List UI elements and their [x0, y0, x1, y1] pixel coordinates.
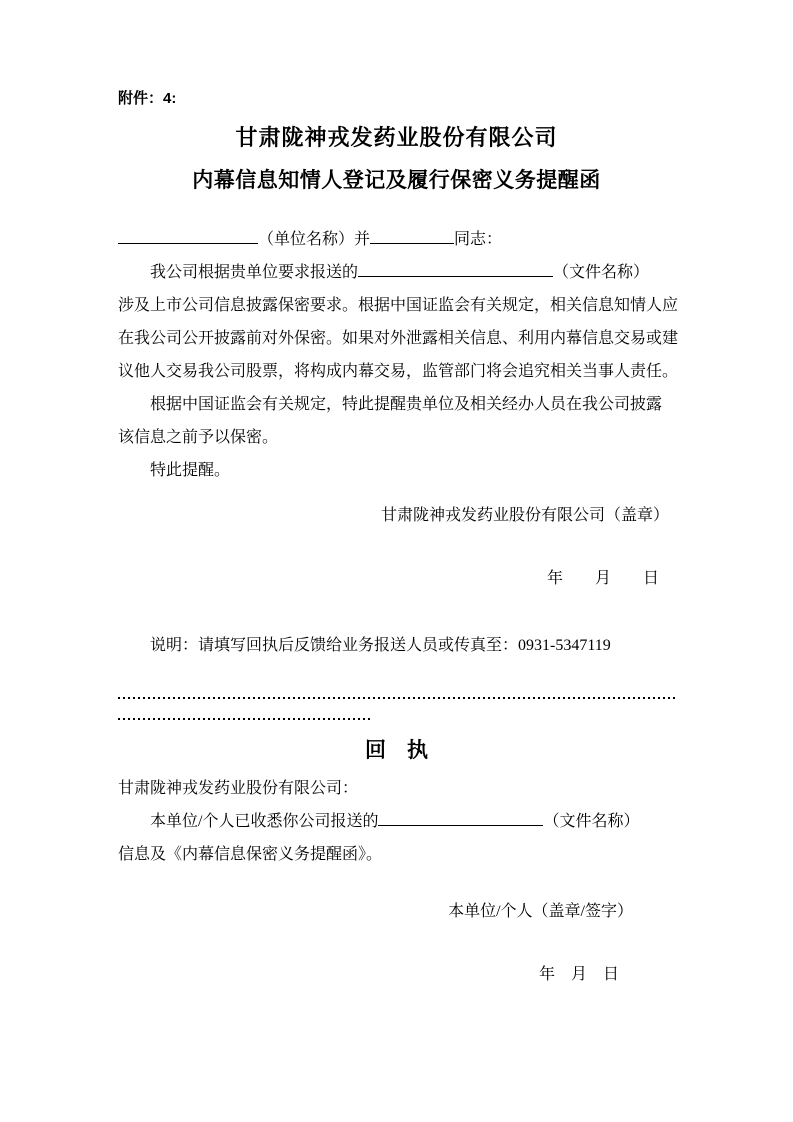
unit-name-blank	[118, 243, 258, 244]
salutation-line	[118, 223, 675, 256]
letter-paragraph1-line4: 议他人交易我公司股票，将构成内幕交易，监管部门将会追究相关当事人责任。	[118, 363, 679, 380]
receipt-signature: 本单位/个人（盖章/签字）	[448, 903, 633, 920]
receipt-salutation: 甘肃陇神戎发药业股份有限公司：	[118, 780, 359, 797]
document-title: 甘肃陇神戎发药业股份有限公司	[235, 125, 558, 150]
letter-p1-suffix: （文件名称）	[553, 264, 650, 281]
receipt-body-prefix: 本单位/个人已收悉你公司报送的	[150, 813, 379, 830]
receipt-title: 回 执	[365, 739, 428, 762]
attachment-label: 附件：4:	[118, 90, 177, 107]
receipt-body-line1	[118, 805, 675, 838]
comrade-name-blank	[370, 243, 454, 244]
letter-paragraph1-line3: 在我公司公开披露前对外保密。如果对外泄露相关信息、利用内幕信息交易或建	[118, 330, 679, 347]
letter-paragraph2-line2: 该信息之前予以保密。	[118, 429, 279, 446]
receipt-body-suffix: （文件名称）	[543, 813, 640, 830]
letter-date-line: 年 月 日	[546, 570, 659, 587]
file-name-blank	[358, 276, 553, 277]
letter-p1-prefix: 我公司根据贵单位要求报送的	[150, 264, 359, 281]
receipt-file-name-blank	[378, 825, 543, 826]
letter-paragraph2-line1: 根据中国证监会有关规定，特此提醒贵单位及相关经办人员在我公司披露	[150, 396, 663, 413]
salutation-text-2: 同志：	[454, 231, 503, 248]
divider-dotted-line-1	[118, 697, 675, 699]
letter-paragraph1-line1	[118, 256, 675, 289]
receipt-body-line2: 信息及《内幕信息保密义务提醒函》。	[118, 846, 383, 863]
letter-paragraph1-line2: 涉及上市公司信息披露保密要求。根据中国证监会有关规定，相关信息知情人应	[118, 297, 679, 314]
document-subtitle: 内幕信息知情人登记及履行保密义务提醒函	[192, 169, 601, 192]
letter-signature: 甘肃陇神戎发药业股份有限公司（盖章）	[380, 507, 669, 524]
receipt-date-line: 年 月 日	[538, 966, 619, 983]
note-line: 说明：请填写回执后反馈给业务报送人员或传真至：0931-5347119	[150, 637, 611, 654]
divider-dotted-line-2	[118, 718, 370, 720]
salutation-text-1: （单位名称）并	[258, 231, 371, 248]
letter-closing: 特此提醒。	[150, 462, 231, 479]
